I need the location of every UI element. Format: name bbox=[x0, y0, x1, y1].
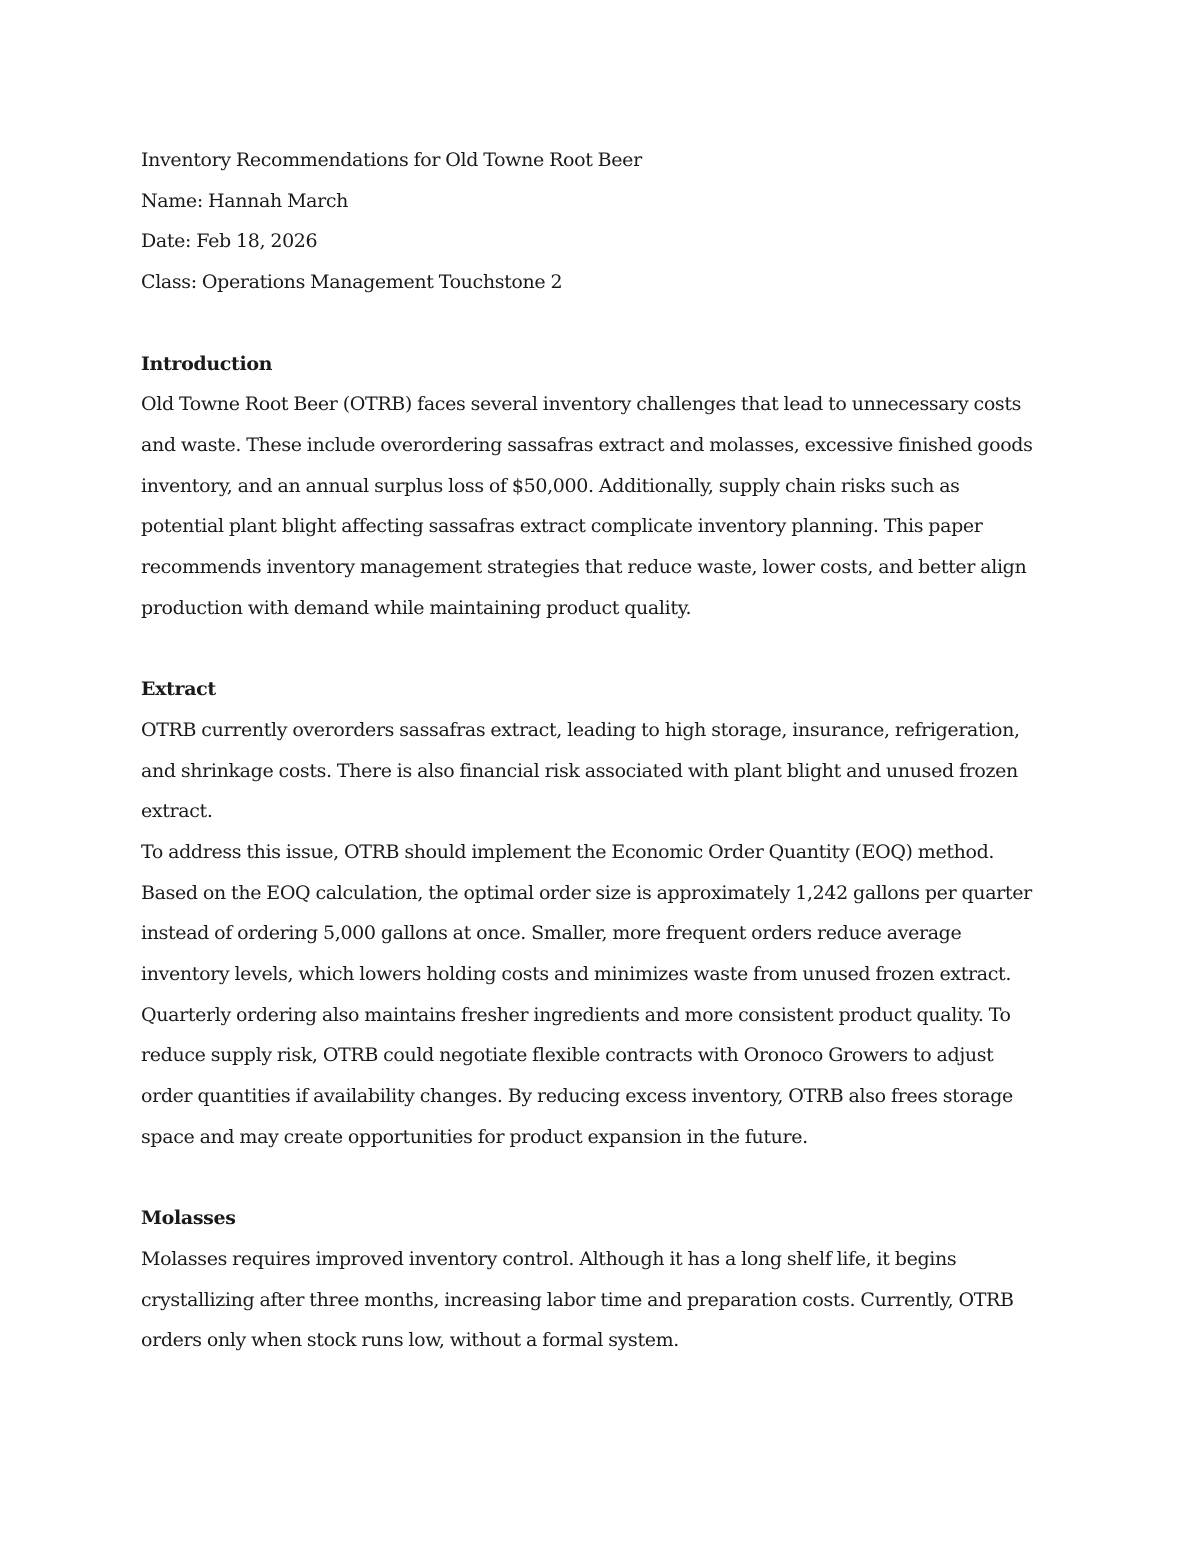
extract-paragraph bbox=[141, 710, 1061, 1158]
introduction-paragraph bbox=[141, 384, 1061, 628]
document-date: Date: Feb 18, 2026 bbox=[141, 230, 318, 253]
text-line: orders only when stock runs low, without a formal system. bbox=[141, 1329, 679, 1352]
document-page bbox=[141, 140, 1061, 1361]
section-heading-introduction: Introduction bbox=[141, 352, 273, 375]
molasses-paragraph bbox=[141, 1239, 1061, 1361]
section-heading-extract: Extract bbox=[141, 678, 216, 701]
spacer bbox=[141, 628, 1061, 669]
document-title: Inventory Recommendations for Old Towne Root Beer bbox=[141, 149, 642, 171]
text-line: reduce supply risk, OTRB could negotiate flexible contracts with Oronoco Growers to adjust bbox=[141, 1044, 994, 1067]
text-line: Old Towne Root Beer (OTRB) faces several inventory challenges that lead to unnecessary costs bbox=[141, 393, 1021, 416]
section-heading-molasses: Molasses bbox=[141, 1207, 236, 1230]
section-introduction bbox=[141, 344, 1061, 629]
text-line: To address this issue, OTRB should implement the Economic Order Quantity (EOQ) method. bbox=[141, 840, 995, 863]
text-line: space and may create opportunities for product expansion in the future. bbox=[141, 1125, 808, 1148]
text-line: Molasses requires improved inventory control. Although it has a long shelf life, it begins bbox=[141, 1247, 957, 1270]
author-name: Name: Hannah March bbox=[141, 189, 349, 212]
text-line: order quantities if availability changes. By reducing excess inventory, OTRB also frees storage bbox=[141, 1085, 1013, 1108]
spacer bbox=[141, 1158, 1061, 1199]
text-line: inventory, and an annual surplus loss of $50,000. Additionally, supply chain risks such as bbox=[141, 474, 960, 497]
section-molasses bbox=[141, 1198, 1061, 1361]
text-line: recommends inventory management strategies that reduce waste, lower costs, and better align bbox=[141, 556, 1027, 579]
text-line: Based on the EOQ calculation, the optimal order size is approximately 1,242 gallons per quarter bbox=[141, 881, 1032, 904]
text-line: OTRB currently overorders sassafras extract, leading to high storage, insurance, refrigeration, bbox=[141, 718, 1020, 741]
text-line: crystallizing after three months, increasing labor time and preparation costs. Currently, OTRB bbox=[141, 1288, 1014, 1311]
text-line: and waste. These include overordering sassafras extract and molasses, excessive finished goods bbox=[141, 433, 1033, 456]
section-extract bbox=[141, 669, 1061, 1157]
text-line: instead of ordering 5,000 gallons at once. Smaller, more frequent orders reduce average bbox=[141, 922, 962, 945]
text-line: extract. bbox=[141, 800, 213, 823]
text-line: inventory levels, which lowers holding costs and minimizes waste from unused frozen extract. bbox=[141, 963, 1012, 986]
text-line: production with demand while maintaining product quality. bbox=[141, 596, 692, 619]
spacer bbox=[141, 303, 1061, 344]
document-header bbox=[141, 140, 1061, 303]
text-line: potential plant blight affecting sassafras extract complicate inventory planning. This paper bbox=[141, 515, 983, 538]
class-name: Class: Operations Management Touchstone 2 bbox=[141, 271, 563, 294]
text-line: Quarterly ordering also maintains fresher ingredients and more consistent product quality. To bbox=[141, 1003, 1011, 1026]
text-line: and shrinkage costs. There is also financial risk associated with plant blight and unused frozen bbox=[141, 759, 1018, 782]
